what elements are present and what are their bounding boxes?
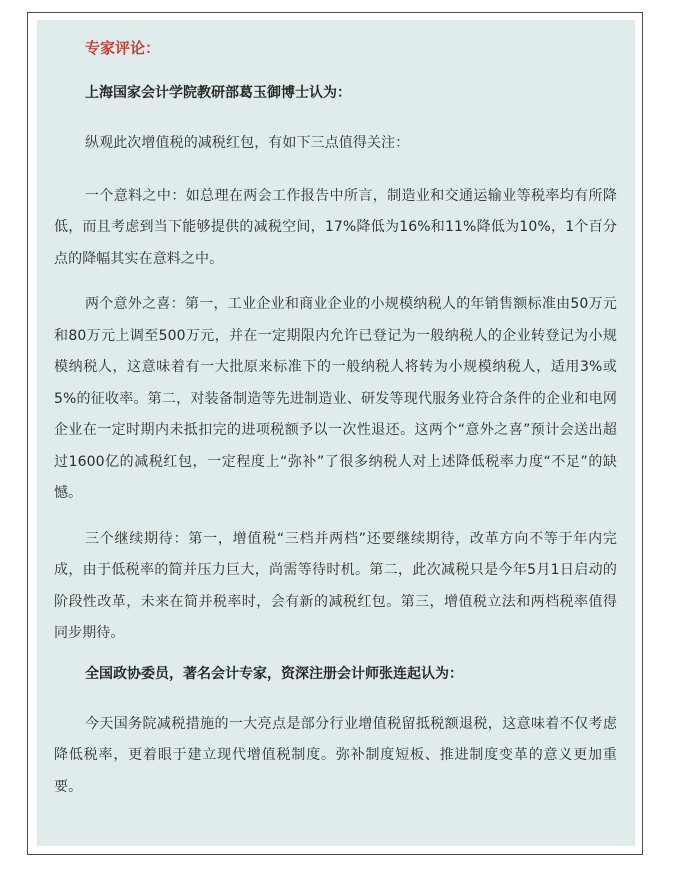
expert1-intro: 上海国家会计学院教研部葛玉御博士认为： <box>85 85 351 101</box>
expert2-paragraph: 今天国务院减税措施的一大亮点是部分行业增值税留抵税额退税，这意味着不仅考虑降低税率，更着眼于建立现代增值税制度。弥补制度短板、推进制度变革的意义更加重要。 <box>54 715 617 795</box>
expert1-paragraph-overview: 纵观此次增值税的减税红包，有如下三点值得关注： <box>85 135 410 151</box>
expert1-paragraph-expected: 一个意料之中：如总理在两会工作报告中所言，制造业和交通运输业等税率均有所降低，而且考虑到当下能够提供的减税空间，17%降低为16%和11%降低为10%，1个百分点的降幅其实在意料之中。 <box>54 187 617 267</box>
expert1-paragraph-surprises: 两个意外之喜：第一，工业企业和商业企业的小规模纳税人的年销售额标准由50万元和80万元上调至500万元，并在一定期限内允许已登记为一般纳税人的企业转登记为小规模纳税人，这意味着有一大批原来标准下的一般纳税人将转为小规模纳税人，适用3%或5%的征收率。第二，对装备制造等先进制造业、研发等现代服务业符合条件的企业和电网企业在一定时期内未抵扣完的进项税额予以一次性退还。这两个“意外之喜”预计会送出超过1600亿的减税红包，一定程度上“弥补”了很多纳税人对上述降低税率力度“不足”的缺憾。 <box>54 296 617 501</box>
expert1-paragraph-expectations: 三个继续期待：第一，增值税“三档并两档”还要继续期待，改革方向不等于年内完成，由于低税率的简并压力巨大，尚需等待时机。第二，此次减税只是今年5月1日启动的阶段性改革，未来在简并税率时，会有新的减税红包。第三，增值税立法和两档税率值得同步期待。 <box>54 530 617 641</box>
expert2-intro: 全国政协委员，著名会计专家，资深注册会计师张连起认为： <box>85 665 463 682</box>
section-title: 专家评论： <box>85 39 161 57</box>
expert-commentary-panel <box>37 20 635 846</box>
